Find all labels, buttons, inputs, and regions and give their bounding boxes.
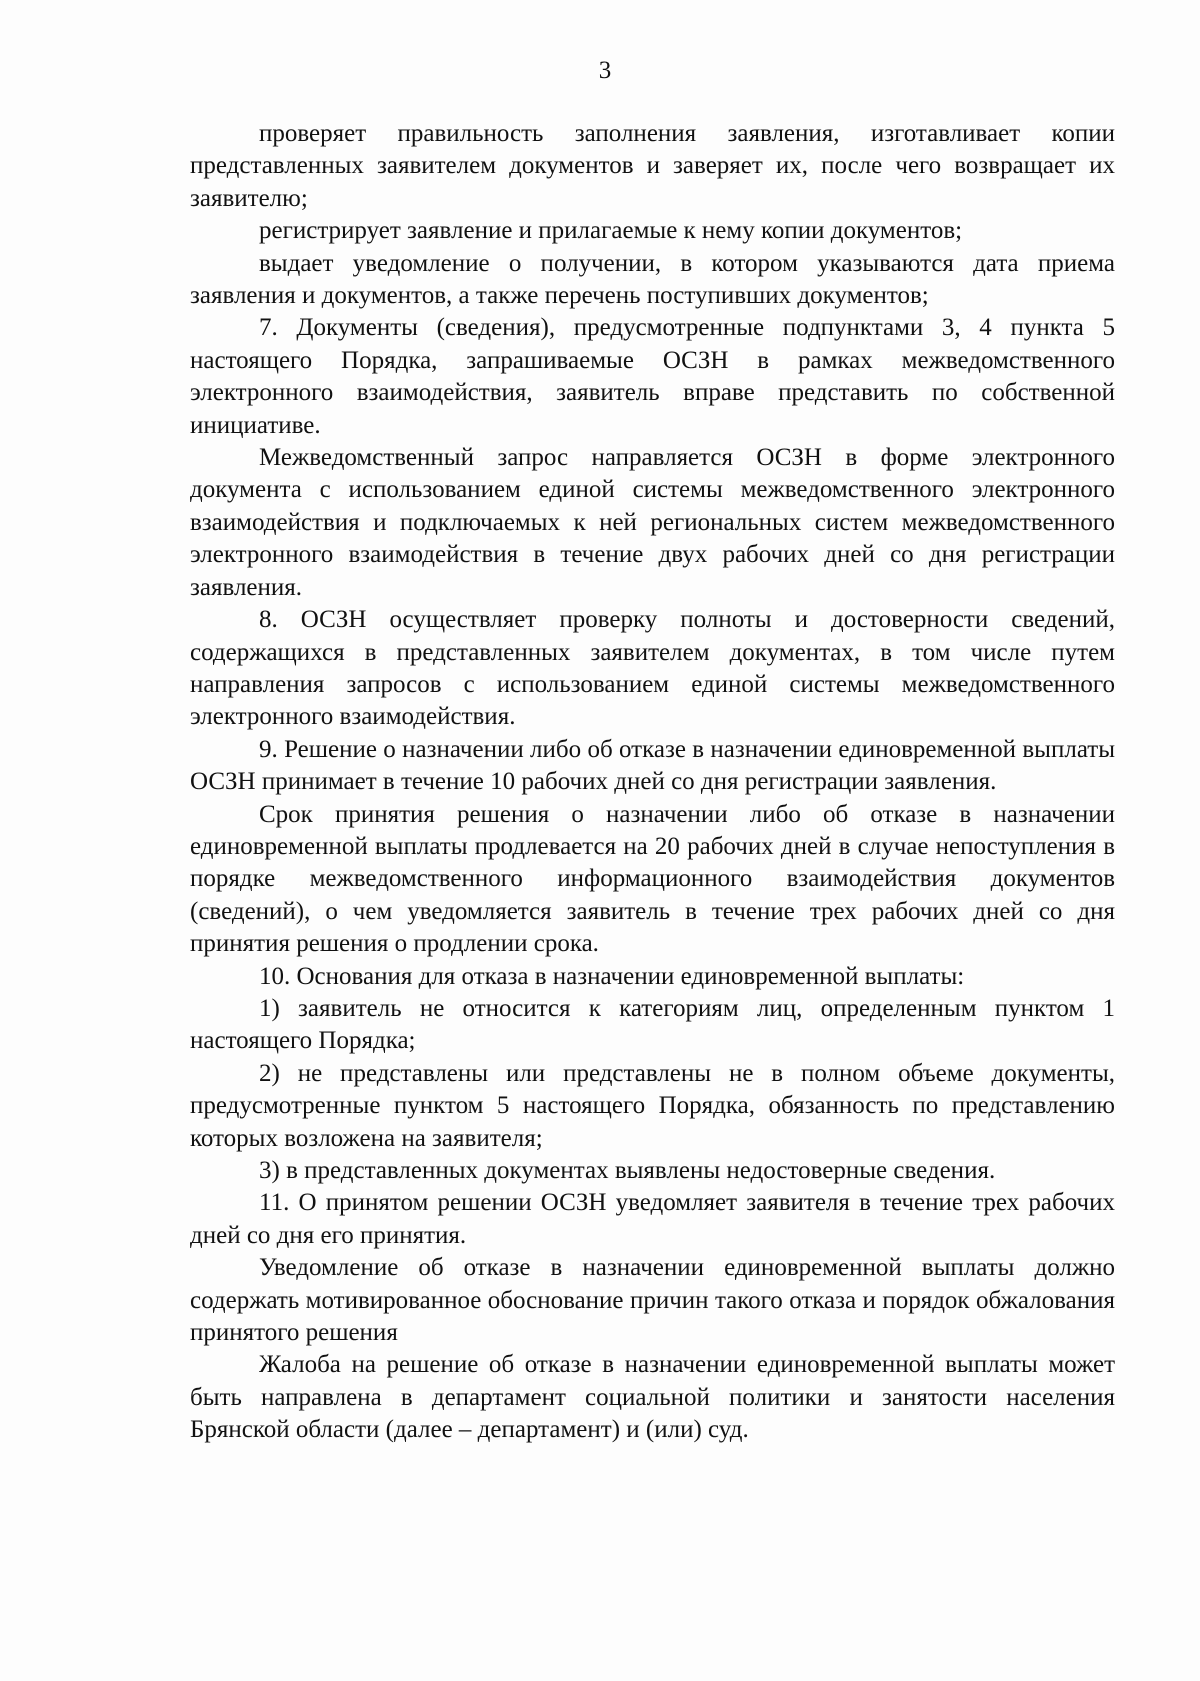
document-body [190,118,1115,1447]
list-item: 2) не представлены или представлены не в полном объеме документы, предусмотренные пунктом 5 настоящего Порядка, обязанность по представлению которых возложена на заявителя; [190,1059,1115,1152]
paragraph: Межведомственный запрос направляется ОСЗН в форме электронного документа с использованием единой системы межведомственного электронного взаимодействия и подключаемых к ней региональных систем межведомственного электронного взаимодействия в течение двух рабочих дней со дня регистрации заявления. [190,444,1115,601]
list-item: 3) в представленных документах выявлены недостоверные сведения. [259,1157,996,1184]
paragraph-item-7: 7. Документы (сведения), предусмотренные подпунктами 3, 4 пункта 5 настоящего Порядка, запрашиваемые ОСЗН в рамках межведомственного электронного взаимодействия, заявитель вправе представить по собственной инициативе. [190,314,1115,439]
paragraph: Уведомление об отказе в назначении единовременной выплаты должно содержать мотивированное обоснование причин такого отказа и порядок обжалования принятого решения [190,1254,1115,1347]
paragraph: Жалоба на решение об отказе в назначении единовременной выплаты может быть направлена в департамент социальной политики и занятости населения Брянской области (далее – департамент) и (или) суд. [190,1351,1115,1444]
page-number: 3 [598,57,612,84]
paragraph-item-10: 10. Основания для отказа в назначении единовременной выплаты: [259,962,965,990]
paragraph-item-11: 11. О принятом решении ОСЗН уведомляет заявителя в течение трех рабочих дней со дня его принятия. [190,1189,1115,1249]
paragraph: проверяет правильность заполнения заявления, изготавливает копии представленных заявителем документов и заверяет их, после чего возвращает их заявителю; [190,120,1115,212]
paragraph: Срок принятия решения о назначении либо об отказе в назначении единовременной выплаты продлевается на 20 рабочих дней в случае непоступления в порядке межведомственного информационного взаимодействия документов (сведений), о чем уведомляется заявитель в течение трех рабочих дней со дня принятия решения о продлении срока. [190,800,1115,958]
paragraph-item-9: 9. Решение о назначении либо об отказе в назначении единовременной выплаты ОСЗН принимает в течение 10 рабочих дней со дня регистрации заявления. [190,735,1115,796]
paragraph: выдает уведомление о получении, в котором указываются дата приема заявления и документов, а также перечень поступивших документов; [190,249,1115,310]
list-item: 1) заявитель не относится к категориям лиц, определенным пунктом 1 настоящего Порядка; [190,994,1115,1055]
paragraph: регистрирует заявление и прилагаемые к нему копии документов; [259,217,963,245]
paragraph-item-8: 8. ОСЗН осуществляет проверку полноты и достоверности сведений, содержащихся в представленных заявителем документах, в том числе путем направления запросов с использованием единой системы межведомственного электронного взаимодействия. [190,606,1115,731]
